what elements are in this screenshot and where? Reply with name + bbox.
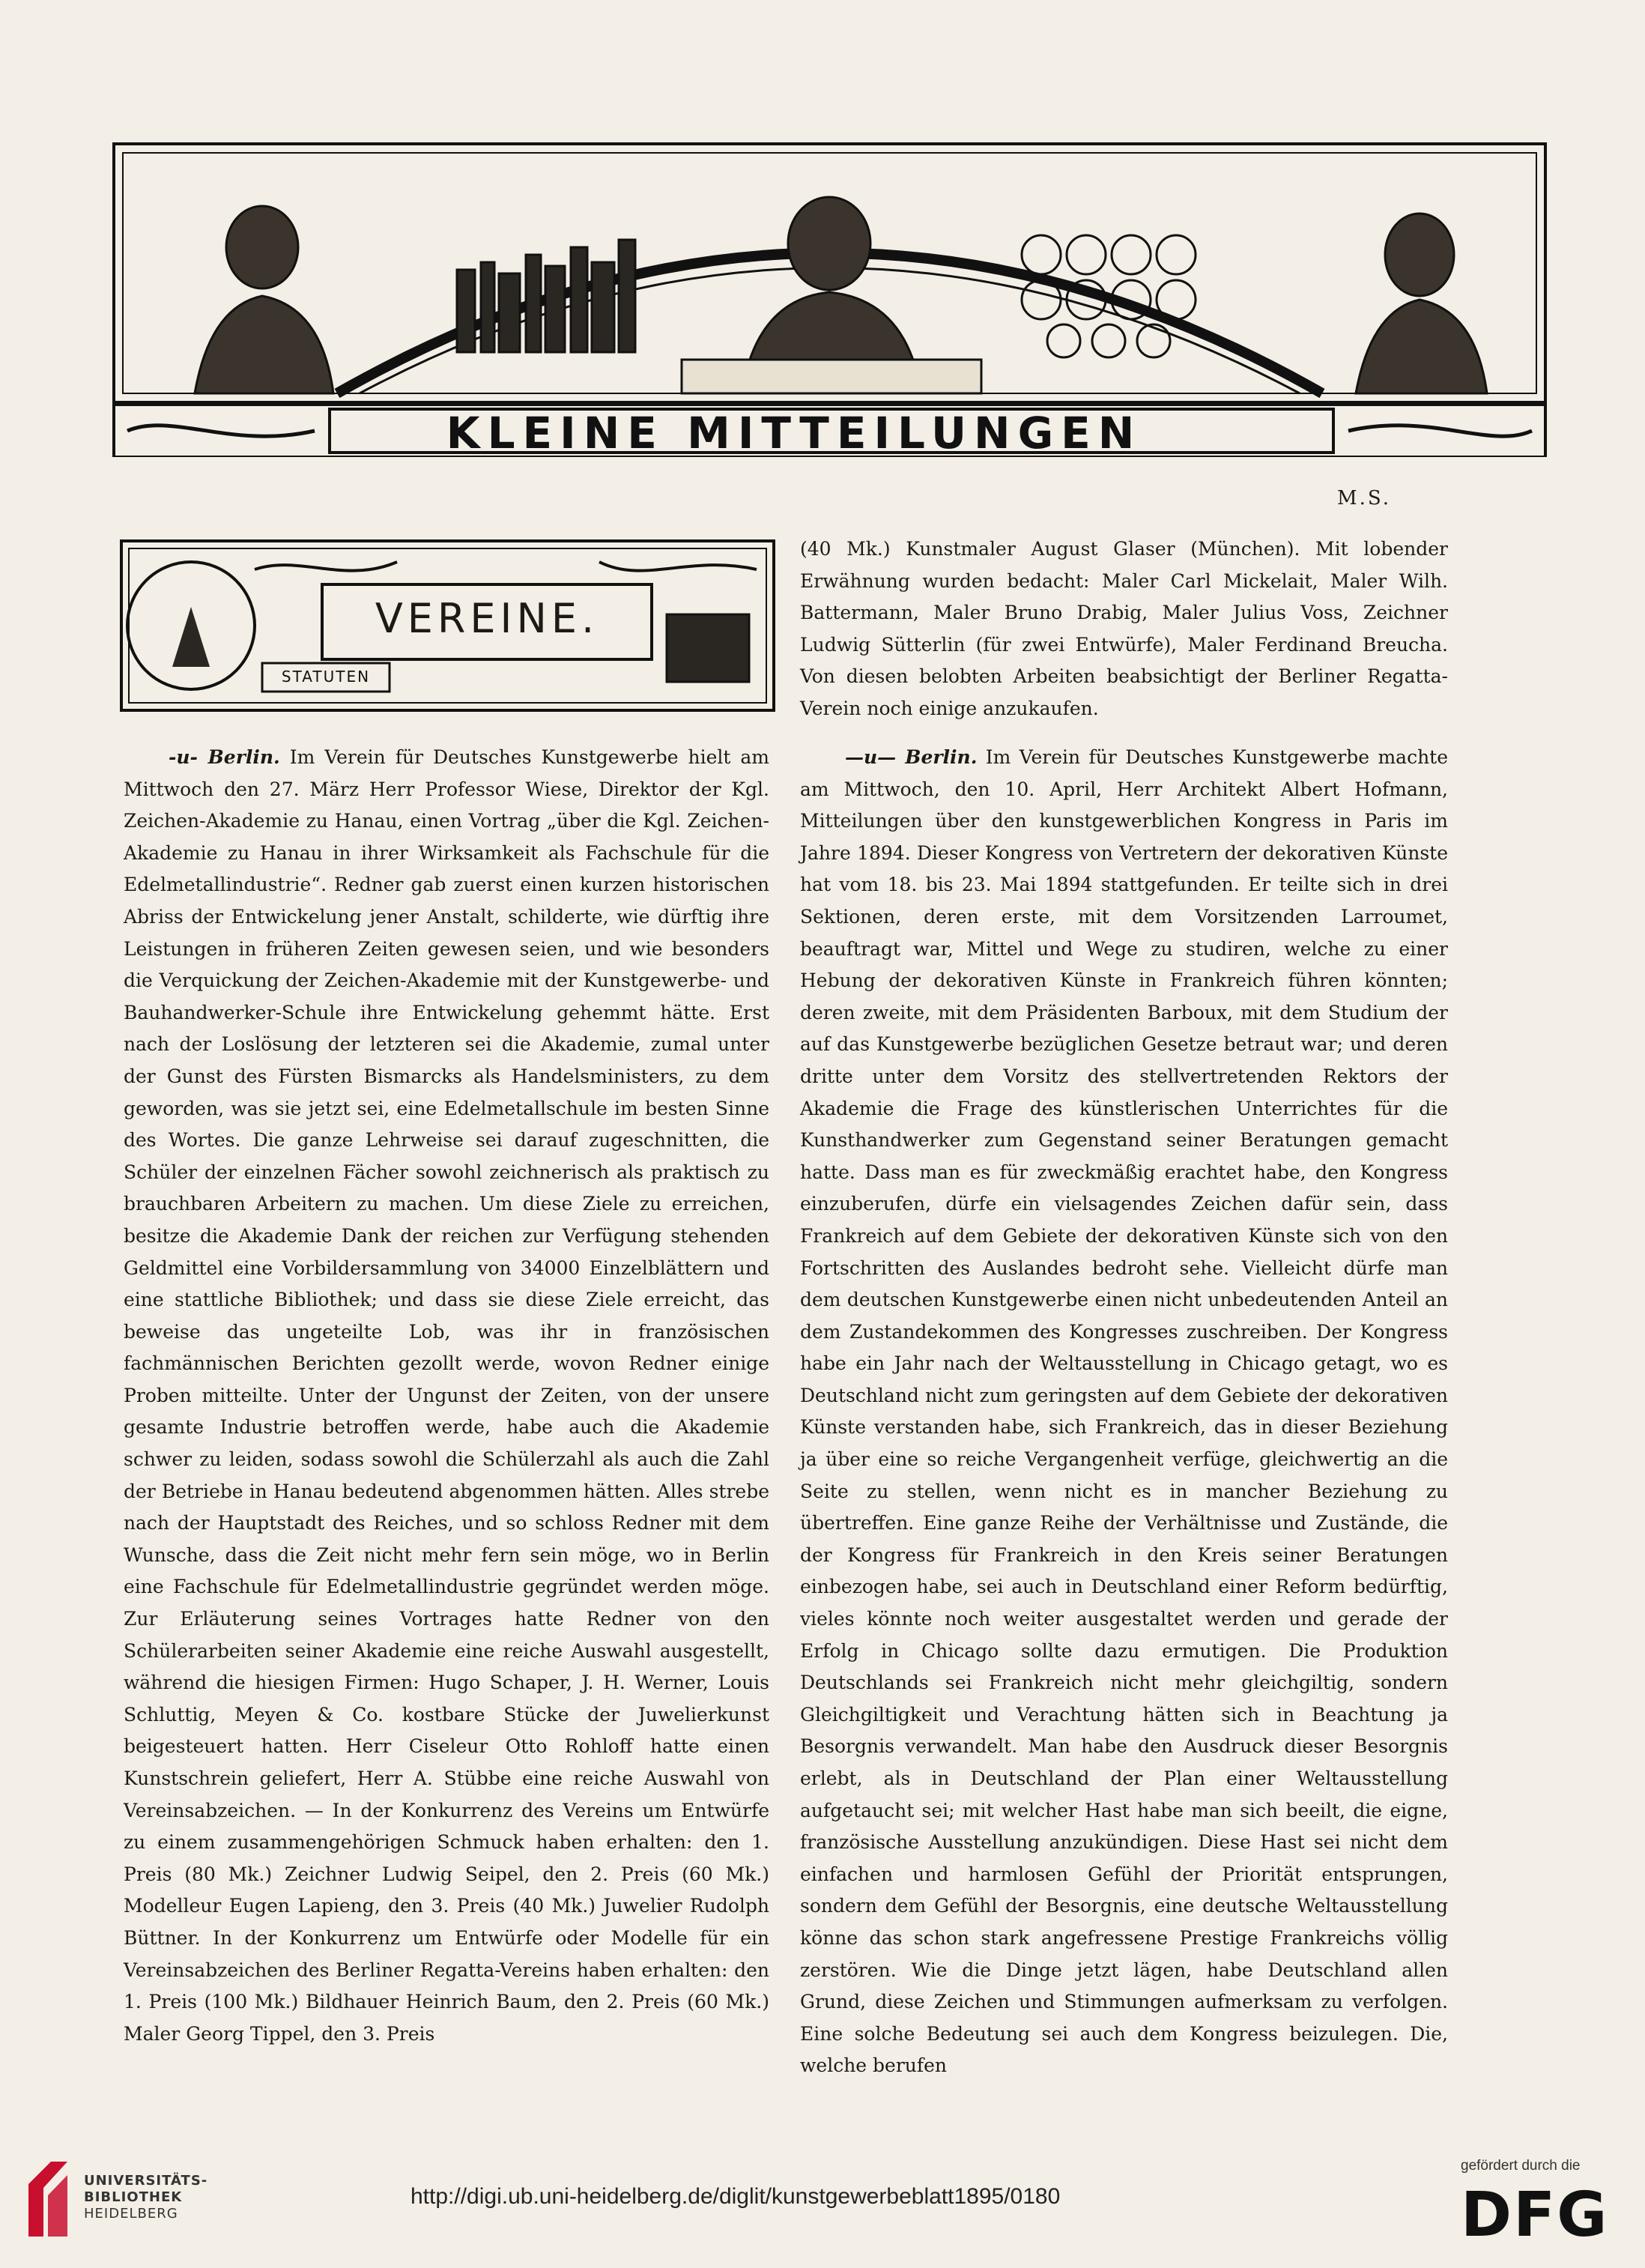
section-title: VEREINE. [375,594,599,642]
article-paragraph [124,742,769,2050]
funded-by-label: gefördert durch die [1461,2158,1581,2174]
continuation-paragraph: (40 Mk.) Kunstmaler August Glaser (München). Mit lobender Erwähnung wurden bedacht: Maler Carl Mickelait, Maler Wilh. Battermann, Maler Bruno Drabig, Maler Julius Voss, Zeichner Ludwig Sütterlin (für zwei Entwürfe), Maler Ferdinand Breucha. Von diesen belobten Arbeiten beabsichtigt der Berliner Regatta-Verein noch einige anzukaufen. [800,538,1448,719]
library-name-line: HEIDELBERG [84,2206,178,2222]
library-logo-icon [21,2154,75,2244]
section-sublabel: STATUTEN [281,668,371,686]
article-lead: -u- Berlin. [169,746,280,768]
article-body: Im Verein für Deutsches Kunstgewerbe hielt am Mittwoch den 27. März Herr Professor Wiese, Direktor der Kgl. Zeichen-Akademie zu Hanau, einen Vortrag „über die Kgl. Zeichen-Akademie zu Hanau in ihrer Wirksamkeit als Fachschule für die Edelmetallindustrie“. Redner gab zuerst einen kurzen historischen Abriss der Entwickelung jener Anstalt, schilderte, wie dürftig ihre Leistungen in früheren Zeiten gewesen seien, und wie besonders die Verquickung der Zeichen-Akademie mit der Kunstgewerbe- und Bauhandwerker-Schule ihre Entwickelung gehemmt hätte. Erst nach der Loslösung der letzteren sei die Akademie, zumal unter der Gunst des Fürsten Bismarcks als Handelsministers, zu dem geworden, was sie jetzt sei, eine Edelmetallschule im besten Sinne des Wortes. Die ganze Lehrweise sei darauf zugeschnitten, die Schüler der einzelnen Fächer sowohl zeichnerisch als praktisch zu brauchbaren Arbeitern zu machen. Um diese Ziele zu erreichen, besitze die Akademie Dank der reichen zur Verfügung stehenden Geldmittel eine Vorbildersammlung von 34000 Einzelblättern und eine stattliche Bibliothek; und dass sie diese Ziele erreicht, das beweise das ungeteilte Lob, was ihr in französischen fachmännischen Berichten gezollt werde, wovon Redner einige Proben mitteilte. Unter der Ungunst der Zeiten, von der unsere gesamte Industrie betroffen werde, habe auch die Akademie schwer zu leiden, sodass sowohl die Schülerzahl als auch die Zahl der Betriebe in Hanau bedeutend abgenommen hätten. Alles strebe nach der Hauptstadt des Reiches, und so schloss Redner mit dem Wunsche, dass die Zeit nicht mehr fern sein möge, wo in Berlin eine Fachschule für Edelmetallindustrie gegründet werden möge. Zur Erläuterung seines Vortrages hatte Redner von den Schülerarbeiten seiner Akademie eine reiche Auswahl ausgestellt, während die hiesigen Firmen: Hugo Schaper, J. H. Werner, Louis Schluttig, Meyen & Co. kostbare Stücke der Juwelierkunst beigesteuert hatten. Herr Ciseleur Otto Rohloff hatte einen Kunstschrein geliefert, Herr A. Stübbe eine reiche Auswahl von Vereinsabzeichen. — In der Konkurrenz des Vereins um Entwürfe zu einem zusammengehörigen Schmuck haben erhalten: den 1. Preis (80 Mk.) Zeichner Ludwig Seipel, den 2. Preis (60 Mk.) Modelleur Eugen Lapieng, den 3. Preis (40 Mk.) Juwelier Rudolph Büttner. In der Konkurrenz um Entwürfe oder Modelle für ein Vereinsabzeichen des Berliner Regatta-Vereins haben erhalten: den 1. Preis (100 Mk.) Bildhauer Heinrich Baum, den 2. Preis (60 Mk.) Maler Georg Tippel, den 3. Preis [124,746,770,2045]
dfg-logo: DFG [1461,2180,1609,2251]
right-column-continuation [800,533,1448,725]
banner-title: KLEINE MITTEILUNGEN [446,408,1142,459]
article-body: Im Verein für Deutsches Kunstgewerbe machte am Mittwoch, den 10. April, Herr Architekt Albert Hofmann, Mitteilungen über den kunstgewerblichen Kongress in Paris im Jahre 1894. Dieser Kongress von Vertretern der dekorativen Künste hat vom 18. bis 23. Mai 1894 stattgefunden. Er teilte sich in drei Sektionen, deren erste, mit dem Vorsitzenden Larroumet, beauftragt war, Mittel und Wege zu studiren, welche zu einer Hebung der dekorativen Künste in Frankreich führen könnten; deren zweite, mit dem Präsidenten Barboux, mit dem Studium der auf das Kunstgewerbe bezüglichen Gesetze betraut war; und deren dritte unter dem Vorsitz des stellvertretenden Rektors der Akademie die Frage des künstlerischen Unterrichtes für die Kunsthandwerker zum Gegenstand seiner Beratungen gemacht hatte. Dass man es für zweckmäßig erachtet habe, den Kongress einzuberufen, dürfe ein vielsagendes Zeichen dafür sein, dass Frankreich auf dem Gebiete der dekorativen Künste sich von den Fortschritten des Auslandes bedroht sehe. Vielleicht dürfe man dem deutschen Kunstgewerbe einen nicht unbedeutenden Anteil an dem Zustandekommen des Kongresses zuschreiben. Der Kongress habe ein Jahr nach der Weltausstellung in Chicago getagt, wo es Deutschland nicht zum geringsten auf dem Gebiete der dekorativen Künste verstanden habe, sich Frankreich, das in dieser Beziehung ja über eine so reiche Vergangenheit verfüge, gleichwertig an die Seite zu stellen, wenn nicht es in mancher Beziehung zu übertreffen. Eine ganze Reihe der Verhältnisse und Zustände, die der Kongress für Frankreich in den Kreis seiner Beratungen einbezogen habe, sei auch in Deutschland einer Reform bedürftig, vieles könnte noch weiter ausgestaltet werden und gerade der Erfolg in Chicago sollte dazu ermutigen. Die Produktion Deutschlands sei Frankreich nicht mehr gleichgiltig, sondern Gleichgiltigkeit und Verachtung hätten sich in Beachtung ja Besorgnis verwandelt. Man habe den Ausdruck dieser Besorgnis erlebt, als in Deutschland der Plan einer Weltausstellung aufgetaucht sei; mit welcher Hast habe man sich beeilt, die eigne, französische Ausstellung anzukündigen. Diese Hast sei nicht dem einfachen und harmlosen Gefühl der Priorität entsprungen, sondern dem Gefühl der Besorgnis, eine deutsche Weltausstellung könne das schon stark angefressene Prestige Frankreichs völlig zerstören. Wie die Dinge jetzt lägen, habe Deutschland allen Grund, diese Zeichen und Stimmungen aufmerksam zu verfolgen. Eine solche Bedeutung sei auch dem Kongress beizulegen. Die, welche berufen [800,746,1449,2077]
library-name [84,2173,207,2222]
library-name-line: UNIVERSITÄTS- [84,2173,208,2189]
right-column [800,742,1448,2082]
article-paragraph [800,742,1448,2082]
permalink-url[interactable]: http://digi.ub.uni-heidelberg.de/diglit/kunstgewerbeblatt1895/0180 [411,2184,1061,2209]
left-column [124,742,769,2050]
library-name-line: BIBLIOTHEK [84,2189,183,2205]
article-lead: —u— Berlin. [845,746,978,768]
artist-monogram: M.S. [1337,487,1392,509]
